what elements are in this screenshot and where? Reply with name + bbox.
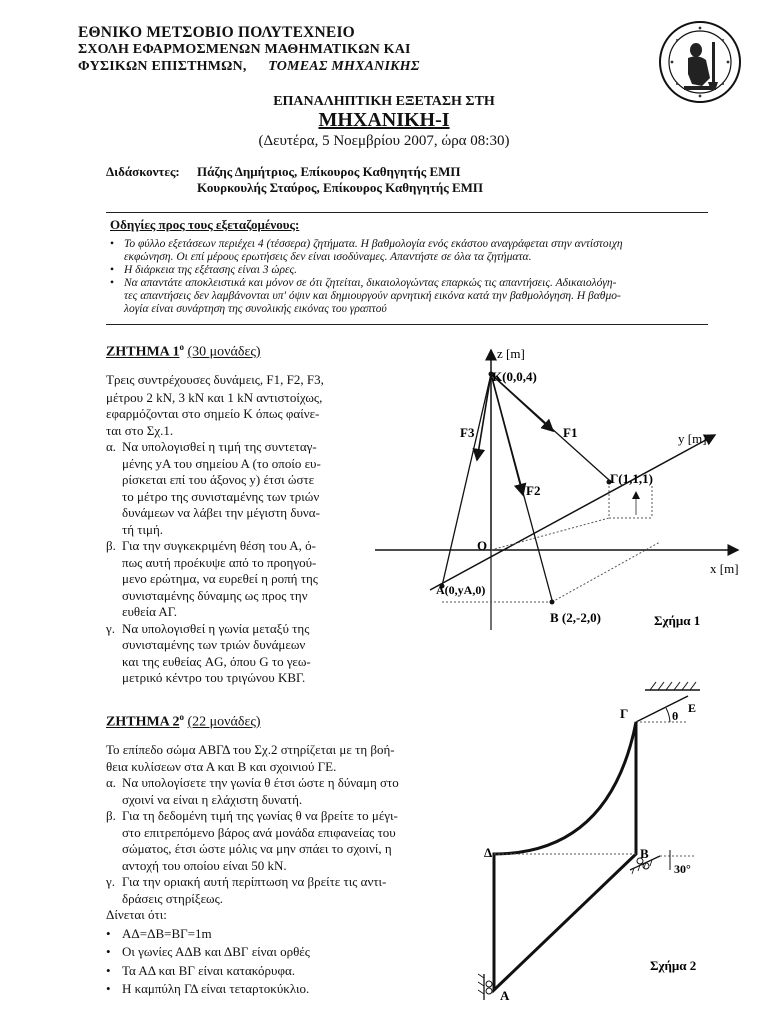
given-text: Η καμπύλη ΓΔ είναι τεταρτοκύκλιο. bbox=[122, 981, 310, 996]
y-axis bbox=[430, 435, 715, 590]
problem1-intro: εφαρμόζονται στο σημείο Κ όπως φαίνε- bbox=[106, 406, 320, 421]
ceiling-hatch bbox=[650, 682, 696, 690]
force-F3-arrow bbox=[477, 374, 491, 460]
point-A-label: A(0,yA,0) bbox=[436, 583, 486, 597]
question-text: συνισταμένης των τριών δυνάμεων bbox=[122, 637, 306, 652]
label-Delta: Δ bbox=[484, 845, 493, 860]
instructions-bottom-rule bbox=[106, 324, 708, 325]
bullet-icon: • bbox=[106, 981, 111, 996]
question-text: στο επιτρεπόμενο βάρος ανά μονάδα επιφανείας του bbox=[122, 824, 396, 840]
theta-arc bbox=[666, 708, 670, 722]
problem2-heading bbox=[106, 712, 261, 731]
problem1-intro: ται στο Σχ.1. bbox=[106, 422, 174, 438]
question-text: δυνάμεων να λάβει την μέγιστη δυνα- bbox=[122, 505, 320, 520]
question-text: Να υπολογισθεί η γωνία μεταξύ της bbox=[122, 620, 310, 636]
F1-label: F1 bbox=[563, 425, 578, 440]
problem1-question-a bbox=[106, 439, 352, 538]
z-axis-label: z [m] bbox=[497, 346, 525, 361]
question-text: ευθεία ΑΓ. bbox=[122, 604, 178, 619]
bullet-icon: • bbox=[106, 962, 111, 978]
given-item bbox=[106, 944, 444, 961]
instructor-2: Κουρκουλής Σταύρος, Επίκουρος Καθηγητής ΕΜΠ bbox=[197, 180, 483, 195]
figure-2-caption: Σχήμα 2 bbox=[650, 958, 697, 973]
label-B: B bbox=[640, 846, 649, 861]
given-text: Οι γωνίες ΑΔΒ και ΔΒΓ είναι ορθές bbox=[122, 944, 310, 959]
x-axis-label: x [m] bbox=[710, 561, 739, 576]
question-text: αντοχή του οποίου είναι 50 kN. bbox=[122, 857, 287, 873]
label-theta: θ bbox=[672, 709, 679, 723]
question-text: Για την συγκεκριμένη θέση του Α, ό- bbox=[122, 538, 317, 553]
bullet-icon: • bbox=[110, 238, 115, 250]
school-name-cont bbox=[78, 59, 420, 75]
question-label: α. bbox=[106, 439, 117, 454]
F2-label: F2 bbox=[526, 483, 541, 498]
question-text: μένης yA του σημείου Α (το οποίο ευ- bbox=[122, 455, 321, 471]
support-A-roller-icon bbox=[478, 974, 492, 1000]
question-label: γ. bbox=[106, 874, 115, 889]
point-B-label: B (2,-2,0) bbox=[550, 610, 601, 625]
given-item bbox=[106, 963, 444, 980]
exam-subject: ΜΗΧΑΝΙΚΗ-Ι bbox=[318, 109, 450, 131]
question-text: μετρικό κέντρο του τριγώνου ΚΒΓ. bbox=[122, 670, 306, 685]
problem1-text bbox=[106, 372, 352, 687]
question-label: α. bbox=[106, 775, 117, 790]
question-label: γ. bbox=[106, 620, 115, 636]
university-seal-icon bbox=[658, 20, 742, 104]
bullet-icon: • bbox=[106, 925, 111, 941]
question-label: β. bbox=[106, 538, 116, 553]
given-text: ΑΔ=ΔΒ=ΒΓ=1m bbox=[122, 925, 212, 941]
question-text: πως αυτή προέκυψε από το προηγού- bbox=[122, 554, 317, 570]
school-name-end: ΦΥΣΙΚΩΝ ΕΠΙΣΤΗΜΩΝ, bbox=[78, 59, 247, 74]
label-E: E bbox=[688, 701, 697, 715]
problem1-title: ΖΗΤΗΜΑ 1 bbox=[106, 344, 180, 360]
exam-date: (Δευτέρα, 5 Νοεμβρίου 2007, ώρα 08:30) bbox=[258, 133, 510, 149]
department-name: ΤΟΜΕΑΣ ΜΗΧΑΝΙΚΗΣ bbox=[268, 59, 420, 74]
instruction-text: Η διάρκεια της εξέτασης είναι 3 ώρες. bbox=[124, 264, 298, 276]
point-K-label: K(0,0,4) bbox=[492, 369, 537, 384]
question-text: σχοινί να είναι η ελάχιστη δυνατή. bbox=[122, 791, 303, 807]
question-text: το μέτρο της συνισταμένης των τριών bbox=[122, 488, 320, 504]
bullet-icon: • bbox=[110, 277, 115, 289]
problem1-sup: ο bbox=[179, 342, 185, 352]
body-ABGD bbox=[494, 722, 636, 990]
label-Gamma: Γ bbox=[620, 706, 629, 721]
instructor-1: Πάζης Δημήτριος, Επίκουρος Καθηγητής ΕΜΠ bbox=[197, 164, 461, 179]
instruction-text: Το φύλλο εξετάσεων περιέχει 4 (τέσσερα) ζητήματα. Η βαθμολογία ενός εκάστου αναγράφεται στην αντίστοιχη bbox=[124, 238, 623, 250]
instructions-list bbox=[110, 238, 710, 316]
question-text: τή τιμή. bbox=[122, 521, 164, 537]
problem2-points: (22 μονάδες) bbox=[187, 714, 261, 730]
rope-GE bbox=[636, 696, 688, 722]
question-text: Για την οριακή αυτή περίπτωση να βρείτε τις αντι- bbox=[122, 874, 387, 889]
problem2-text bbox=[106, 742, 444, 998]
instruction-text: Να απαντάτε αποκλειστικά και μόνον σε ότι ζητείται, δικαιολογώντας επαρκώς τις απαντήσεις. Αδικαιολόγη- bbox=[124, 277, 617, 289]
label-30deg: 30° bbox=[674, 862, 691, 876]
instruction-item bbox=[110, 238, 710, 264]
line-KA bbox=[442, 374, 491, 586]
force-F2-arrow bbox=[491, 374, 523, 495]
instruction-text: εκφώνηση. Οι επί μέρους ερωτήσεις δεν είναι ισοδύναμες. Απαντήστε σε όλα τα ζητήματα. bbox=[124, 251, 532, 263]
instructions-top-rule bbox=[106, 212, 708, 213]
problem2-question-a bbox=[106, 775, 444, 808]
figure-1-caption: Σχήμα 1 bbox=[654, 613, 701, 628]
given-heading: Δίνεται ότι: bbox=[106, 907, 167, 922]
given-text: Τα ΑΔ και ΒΓ είναι κατακόρυφα. bbox=[122, 962, 296, 978]
problem1-heading bbox=[106, 342, 261, 361]
figure-2-diagram bbox=[460, 674, 730, 1014]
problem1-question-g bbox=[106, 621, 352, 687]
bullet-icon: • bbox=[106, 944, 111, 959]
F3-label: F3 bbox=[460, 425, 475, 440]
bullet-icon: • bbox=[110, 264, 115, 276]
instruction-text: τες απαντήσεις δεν λαμβάνονται υπ' όψιν και δημιουργούν αρνητική εικόνα κατά την βαθμολόγηση. Η βαθμο- bbox=[124, 290, 621, 302]
school-name: ΣΧΟΛΗ ΕΦΑΡΜΟΣΜΕΝΩΝ ΜΑΘΗΜΑΤΙΚΩΝ ΚΑΙ bbox=[78, 42, 411, 57]
instructions-heading: Οδηγίες προς τους εξεταζομένους: bbox=[110, 217, 300, 232]
question-label: β. bbox=[106, 808, 116, 823]
instruction-text: λογία είναι συνάρτηση της συνολικής εικόνας του γραπτού bbox=[124, 303, 387, 315]
problem2-sup: ο bbox=[179, 712, 185, 722]
question-text: και της ευθείας AG, όπου G το γεω- bbox=[122, 653, 311, 669]
figure-1-diagram bbox=[360, 340, 760, 640]
question-text: μενο ερώτημα, να ευρεθεί η ροπή της bbox=[122, 571, 318, 586]
y-axis-label: y [m] bbox=[678, 431, 707, 446]
question-text: δράσεις στηρίξεως. bbox=[122, 890, 224, 906]
problem2-question-g bbox=[106, 874, 444, 907]
question-text: σώματος, έτσι ώστε μόλις να μην σπάει το σχοινί, η bbox=[122, 841, 392, 856]
instruction-item bbox=[110, 277, 710, 316]
question-text: ρίσκεται επί του άξονος y) έτσι ώστε bbox=[122, 472, 315, 487]
problem1-intro: μέτρου 2 kN, 3 kN και 1 kN αντιστοίχως, bbox=[106, 389, 323, 405]
question-text: Να υπολογίσετε την γωνία θ έτσι ώστε η δύναμη στο bbox=[122, 775, 399, 790]
problem2-title: ΖΗΤΗΜΑ 2 bbox=[106, 714, 180, 730]
problem2-intro: Το επίπεδο σώμα ΑΒΓΔ του Σχ.2 στηρίζεται με τη βοή- bbox=[106, 742, 395, 757]
question-text: συνισταμένης δύναμης ως προς την bbox=[122, 587, 308, 603]
instruction-item bbox=[110, 264, 710, 277]
instructors-label: Διδάσκοντες: bbox=[106, 164, 180, 179]
point-Gamma-label: Γ(1,1,1) bbox=[610, 471, 653, 486]
problem2-intro: θεια κυλίσεων στα Α και Β και σχοινιού ΓΕ. bbox=[106, 758, 337, 774]
given-item bbox=[106, 926, 444, 943]
question-text: Να υπολογισθεί η τιμή της συντεταγ- bbox=[122, 439, 317, 454]
label-A: A bbox=[500, 988, 510, 1003]
university-name: ΕΘΝΙΚΟ ΜΕΤΣΟΒΙΟ ΠΟΛΥΤΕΧΝΕΙΟ bbox=[78, 24, 355, 41]
problem2-question-b bbox=[106, 808, 444, 874]
question-text: Για τη δεδομένη τιμή της γωνίας θ να βρείτε το μέγι- bbox=[122, 808, 398, 823]
problem1-intro: Τρεις συντρέχουσες δυνάμεις, F1, F2, F3, bbox=[106, 372, 324, 387]
origin-label: O bbox=[477, 538, 488, 553]
exam-title: ΕΠΑΝΑΛΗΠΤΙΚΗ ΕΞΕΤΑΣΗ ΣΤΗ bbox=[273, 94, 495, 109]
point-B bbox=[550, 600, 555, 605]
problem1-points: (30 μονάδες) bbox=[187, 344, 261, 360]
problem1-question-b bbox=[106, 538, 352, 621]
given-item bbox=[106, 981, 444, 998]
